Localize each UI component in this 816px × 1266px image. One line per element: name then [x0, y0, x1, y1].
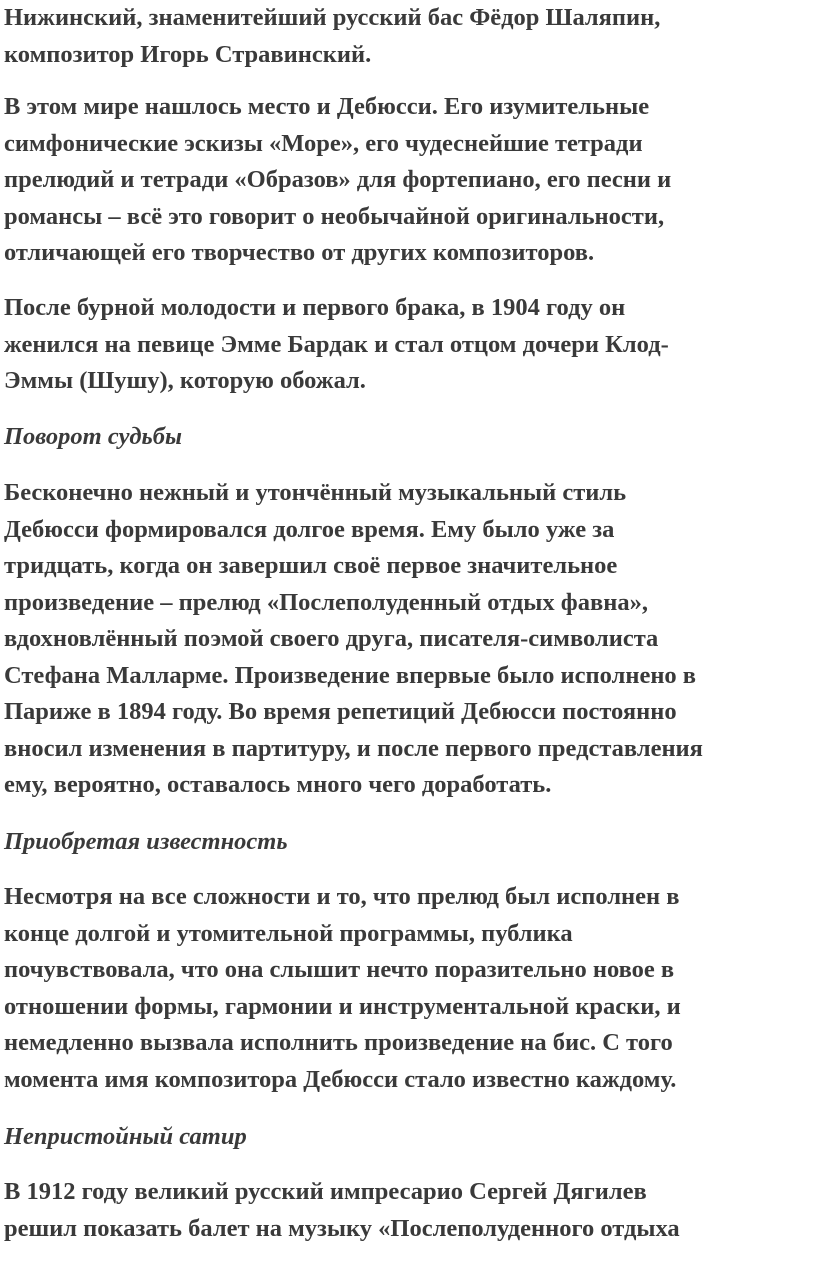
section-heading-satyr — [4, 1119, 247, 1156]
text-line: В этом мире нашлось место и Дебюсси. Его изумительные — [4, 93, 650, 120]
text-line: композитор Игорь Стравинский. — [4, 40, 372, 68]
text-line: романсы – всё это говорит о необычайной оригинальности, — [4, 202, 665, 230]
text-line: немедленно вызвала исполнить произведение на бис. С того — [4, 1029, 673, 1056]
text-line: решил показать балет на музыку «Послеполуденного отдыха — [4, 1214, 680, 1242]
heading-text: Приобретая известность — [4, 828, 288, 855]
text-line: прелюдий и тетради «Образов» для фортепиано, его песни и — [4, 166, 672, 193]
paragraph-marriage — [4, 290, 669, 400]
heading-text: Непристойный сатир — [4, 1123, 247, 1150]
text-line: произведение – прелюд «Послеполуденный отдых фавна», — [4, 588, 648, 616]
text-line: Стефана Малларме. Произведение впервые было исполнено в — [4, 661, 697, 689]
section-heading-turning-point — [4, 419, 182, 456]
text-line: Эммы (Шушу), которую обожал. — [4, 367, 366, 394]
paragraph-premiere — [4, 879, 681, 1098]
text-line: Дебюсси формировался долгое время. Ему было уже за — [4, 515, 615, 543]
text-line: момента имя композитора Дебюсси стало известно каждому. — [4, 1065, 677, 1093]
text-line: конце долгой и утомительной программы, публика — [4, 919, 573, 947]
paragraph-diaghilev — [4, 1174, 680, 1247]
section-heading-fame — [4, 824, 288, 861]
text-line: Несмотря на все сложности и то, что прелюд был исполнен в — [4, 883, 680, 910]
text-line: почувствовала, что она слышит нечто поразительно новое в — [4, 956, 675, 983]
text-line: вносил изменения в партитуру, и после первого представления — [4, 734, 703, 762]
text-line: ему, вероятно, оставалось много чего доработать. — [4, 771, 552, 798]
paragraph-style — [4, 475, 703, 804]
paragraph-debussy-world — [4, 89, 671, 272]
text-line: вдохновлённый поэмой своего друга, писателя-символиста — [4, 625, 659, 652]
paragraph-nijinsky — [4, 0, 660, 73]
heading-text: Поворот судьбы — [4, 423, 182, 450]
text-line: симфонические эскизы «Море», его чудеснейшие тетради — [4, 129, 643, 157]
text-line: Париже в 1894 году. Во время репетиций Дебюсси постоянно — [4, 698, 677, 725]
text-line: В 1912 году великий русский импресарио Сергей Дягилев — [4, 1178, 647, 1205]
text-line: отличающей его творчество от других композиторов. — [4, 239, 595, 266]
text-line: тридцать, когда он завершил своё первое значительное — [4, 552, 618, 579]
text-line: отношении формы, гармонии и инструментальной краски, и — [4, 992, 681, 1020]
text-line: Нижинский, знаменитейший русский бас Фёдор Шаляпин, — [4, 4, 661, 31]
text-line: После бурной молодости и первого брака, в 1904 году он — [4, 294, 626, 321]
text-line: женился на певице Эмме Бардак и стал отцом дочери Клод- — [4, 330, 669, 358]
text-line: Бесконечно нежный и утончённый музыкальный стиль — [4, 479, 627, 506]
